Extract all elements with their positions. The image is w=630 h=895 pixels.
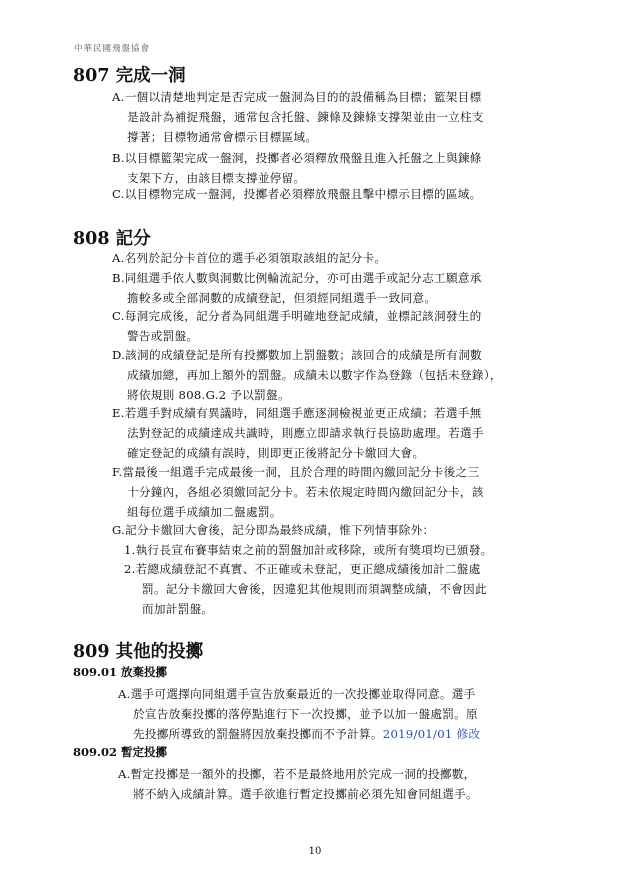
rule-808-A — [112, 248, 386, 268]
page-number: 10 — [308, 846, 322, 857]
section-808-title: 808 記分 — [73, 229, 151, 249]
text-line: A.暫定投擲是一額外的投擲，若不是最終地用於完成一洞的投擲數， — [118, 767, 476, 781]
rule-808-D — [112, 345, 502, 405]
rule-808-G2 — [124, 559, 487, 619]
text-line: C.每洞完成後，記分者為同組選手明確地登記成績，並標記該洞發生的 — [112, 309, 482, 323]
subsection-809-02-title: 809.02 暫定投擲 — [73, 745, 168, 759]
text-line: 是設計為補捉飛盤，通常包含托盤、鍊條及鍊條支撐架並由一立柱支 — [127, 110, 484, 124]
text-line: B.以目標籃架完成一盤洞，投擲者必須釋放飛盤且進入托盤之上與鍊條 — [112, 151, 482, 165]
text-line: B.同組選手依人數與洞數比例輪流記分，亦可由選手或記分志工願意承 — [112, 271, 482, 285]
rule-809-01-A — [118, 684, 480, 744]
text-line: 將依規則 808.G.2 予以罰盤。 — [127, 388, 290, 402]
text-line: 支架下方，由該目標支撐並停留。 — [127, 171, 306, 185]
rule-807-A — [112, 87, 484, 147]
text-line — [118, 724, 480, 744]
subsection-809-01-title: 809.01 放棄投擲 — [73, 665, 168, 679]
text-line: 成績加總，再加上額外的罰盤。成績未以數字作為登錄（包括未登錄）， — [127, 368, 502, 382]
text-line: 1.執行長宣布賽事結束之前的罰盤加計或移除，或所有獎項均已頒發。 — [124, 543, 493, 557]
text-line: 罰。記分卡繳回大會後，因違犯其他規則而須調整成績，不會因此 — [142, 582, 487, 596]
rule-808-F — [112, 462, 484, 522]
rule-808-B — [112, 268, 482, 308]
rule-808-G1 — [124, 540, 492, 560]
rule-808-G — [112, 520, 434, 540]
section-809-title: 809 其他的投擲 — [73, 642, 204, 662]
rule-807-C — [112, 184, 482, 204]
text-line: 擔較多或全部洞數的成績登記，但須經同組選手一致同意。 — [127, 291, 437, 305]
rule-808-C — [112, 306, 482, 346]
text-line: 警告或罰盤。 — [127, 329, 199, 343]
text-line: 組每位選手成績加二盤處罰。 — [127, 505, 282, 519]
text-segment: 先投擲所導致的罰盤將因放棄投擲而不予計算。 — [133, 727, 383, 741]
text-line: 法對登記的成績達成共識時，則應立即請求執行長協助處理。若選手 — [127, 426, 484, 440]
text-line: 確定登記的成績有誤時，則即更正後將記分卡繳回大會。 — [127, 446, 425, 460]
text-line: 將不納入成績計算。選手欲進行暫定投擲前必須先知會同組選手。 — [133, 787, 478, 801]
text-line: 2.若總成績登記不真實、不正確或未登記，更正總成績後加計二盤處 — [124, 562, 481, 576]
text-line: 撐著；目標物通常會標示目標區域。 — [127, 130, 318, 144]
text-line: A.一個以清楚地判定是否完成一盤洞為目的的設備稱為目標；籃架目標 — [112, 90, 482, 104]
rule-808-E — [112, 403, 484, 463]
page-header-org: 中華民國飛盤協會 — [74, 44, 151, 54]
text-line: C.以目標物完成一盤洞，投擲者必須釋放飛盤且擊中標示目標的區域。 — [112, 187, 482, 201]
text-line: D.該洞的成績登記是所有投擲數加上罰盤數；該回合的成績是所有洞數 — [112, 348, 482, 362]
section-807-title: 807 完成一洞 — [73, 66, 186, 86]
rule-807-B — [112, 148, 482, 188]
text-line: 十分鐘內，各組必須繳回記分卡。若未依規定時間內繳回記分卡，該 — [127, 485, 484, 499]
text-line: F.當最後一組選手完成最後一洞，且於合理的時間內繳回記分卡後之三 — [112, 465, 480, 479]
rule-809-02-A — [118, 764, 478, 804]
revision-note: 2019/01/01 修改 — [382, 727, 481, 741]
text-line: A.選手可選擇向同組選手宣告放棄最近的一次投擲並取得同意。選手 — [118, 687, 476, 701]
text-line: 而加計罰盤。 — [142, 602, 214, 616]
text-line: A.名列於記分卡首位的選手必須領取該組的記分卡。 — [112, 251, 387, 265]
text-line: E.若選手對成績有異議時，同組選手應逐洞檢視並更正成績；若選手無 — [112, 406, 482, 420]
text-line: 於宣告放棄投擲的落停點進行下一次投擲，並予以加一盤處罰。原 — [133, 707, 478, 721]
text-line: G.記分卡繳回大會後，記分即為最終成績，惟下列情事除外： — [112, 523, 435, 537]
